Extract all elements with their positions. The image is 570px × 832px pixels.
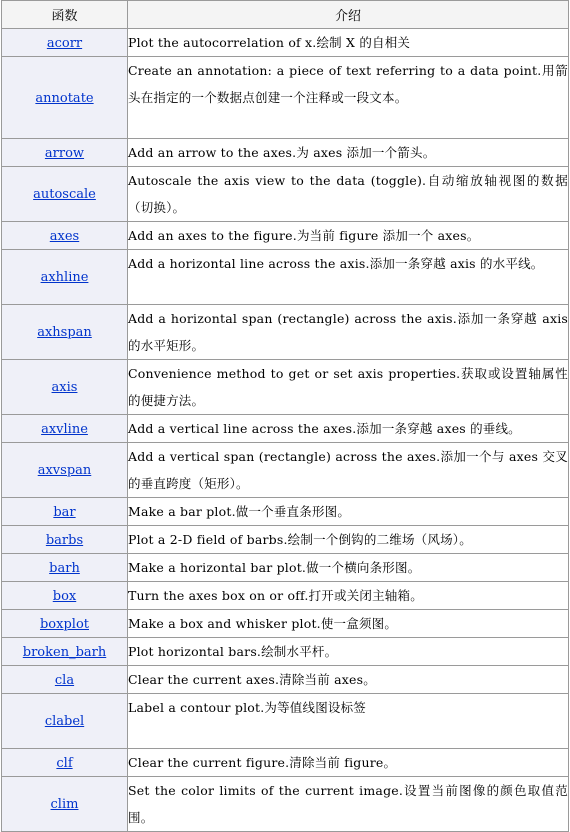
header-description: 介绍 — [128, 1, 569, 29]
table-row — [2, 167, 569, 222]
table-row — [2, 29, 569, 57]
function-link[interactable]: broken_barh — [22, 644, 107, 660]
function-description-cell — [128, 443, 569, 498]
description-english: Clear the current figure. — [128, 755, 290, 770]
function-description-cell — [128, 749, 569, 777]
function-description-cell — [128, 666, 569, 694]
description-english: Add a horizontal span (rectangle) across the axis. — [128, 311, 457, 326]
table-row — [2, 498, 569, 526]
description-chinese: 绘制水平杆。 — [261, 644, 338, 659]
function-link[interactable]: autoscale — [33, 187, 96, 202]
table-row — [2, 526, 569, 554]
table-row — [2, 777, 569, 832]
function-link[interactable]: barbs — [45, 532, 84, 548]
description-english: Make a box and whisker plot. — [128, 616, 321, 631]
description-chinese: 清除当前 axes。 — [279, 672, 376, 687]
description-english: Plot the autocorrelation of x. — [128, 35, 317, 50]
function-name-cell — [2, 139, 128, 167]
function-link[interactable]: barh — [49, 560, 80, 576]
description-chinese: 做一个垂直条形图。 — [235, 504, 351, 519]
function-description-cell — [128, 222, 569, 250]
function-link[interactable]: axvline — [41, 421, 88, 437]
function-description-cell — [128, 638, 569, 666]
function-name-cell — [2, 582, 128, 610]
function-name-cell — [2, 638, 128, 666]
description-chinese: 做一个横向条形图。 — [306, 560, 421, 575]
function-description-cell — [128, 554, 569, 582]
function-link[interactable]: axhspan — [37, 325, 92, 340]
function-link[interactable]: axis — [51, 380, 78, 395]
description-chinese: 清除当前 figure。 — [289, 755, 397, 770]
function-description-cell — [128, 777, 569, 832]
function-description-cell — [128, 29, 569, 57]
function-name-cell — [2, 777, 128, 832]
table-row — [2, 443, 569, 498]
function-link[interactable]: clabel — [44, 714, 85, 729]
table-row — [2, 305, 569, 360]
description-english: Add a vertical line across the axes. — [128, 421, 357, 436]
function-link[interactable]: box — [52, 588, 77, 604]
function-description-cell — [128, 305, 569, 360]
function-link[interactable]: clim — [50, 797, 79, 812]
description-chinese: 获取或设置轴属性的便捷方法。 — [128, 366, 568, 408]
description-english: Plot horizontal bars. — [128, 644, 262, 659]
function-name-cell — [2, 666, 128, 694]
function-name-cell — [2, 694, 128, 749]
description-chinese: 绘制 X 的自相关 — [316, 35, 411, 50]
function-name-cell — [2, 250, 128, 305]
description-english: Convenience method to get or set axis properties. — [128, 366, 461, 381]
description-chinese: 使一盒须图。 — [320, 616, 398, 631]
function-name-cell — [2, 443, 128, 498]
function-description-cell — [128, 415, 569, 443]
function-description-cell — [128, 139, 569, 167]
table-row — [2, 582, 569, 610]
function-link[interactable]: clf — [56, 755, 73, 771]
description-english: Plot a 2-D field of barbs. — [128, 532, 288, 547]
function-link[interactable]: axhline — [40, 270, 89, 285]
function-description-cell — [128, 360, 569, 415]
description-english: Set the color limits of the current image. — [128, 783, 404, 798]
function-link[interactable]: bar — [53, 504, 76, 520]
table-row — [2, 610, 569, 638]
table-header-row — [2, 1, 569, 29]
function-name-cell — [2, 360, 128, 415]
description-chinese: 为等值线图设标签 — [264, 700, 367, 715]
description-english: Turn the axes box on or off. — [128, 588, 309, 603]
table-row — [2, 57, 569, 139]
description-chinese: 设置当前图像的颜色取值范围。 — [128, 783, 568, 825]
table-row — [2, 694, 569, 749]
function-description-cell — [128, 526, 569, 554]
function-link[interactable]: axes — [49, 228, 80, 244]
table-row — [2, 360, 569, 415]
function-description-cell — [128, 582, 569, 610]
description-chinese: 自动缩放轴视图的数据（切换）。 — [128, 173, 568, 215]
function-name-cell — [2, 222, 128, 250]
function-name-cell — [2, 415, 128, 443]
function-name-cell — [2, 305, 128, 360]
function-link[interactable]: cla — [54, 672, 75, 688]
function-description-cell — [128, 167, 569, 222]
function-name-cell — [2, 554, 128, 582]
description-chinese: 绘制一个倒钩的二维场（风场）。 — [287, 532, 472, 547]
function-link[interactable]: boxplot — [39, 616, 89, 632]
description-chinese: 添加一条穿越 axes 的垂线。 — [356, 421, 521, 436]
function-name-cell — [2, 167, 128, 222]
function-name-cell — [2, 57, 128, 139]
function-name-cell — [2, 498, 128, 526]
description-chinese: 为 axes 添加一个箭头。 — [296, 145, 436, 160]
description-english: Add an axes to the figure. — [128, 228, 297, 243]
function-description-cell — [128, 250, 569, 305]
function-name-cell — [2, 29, 128, 57]
description-english: Create an annotation: a piece of text referring to a data point. — [128, 63, 542, 78]
table-row — [2, 222, 569, 250]
description-english: Add a vertical span (rectangle) across the axes. — [128, 449, 441, 464]
function-link[interactable]: arrow — [44, 145, 85, 161]
table-body — [2, 29, 569, 832]
table-row — [2, 415, 569, 443]
table-row — [2, 250, 569, 305]
description-chinese: 添加一个与 axes 交叉的垂直跨度（矩形）。 — [128, 449, 568, 491]
function-name-cell — [2, 610, 128, 638]
function-link[interactable]: acorr — [46, 35, 83, 51]
function-link[interactable]: annotate — [35, 90, 94, 106]
description-chinese: 用箭头在指定的一个数据点创建一个注释或一段文本。 — [128, 63, 568, 105]
function-name-cell — [2, 526, 128, 554]
table-row — [2, 638, 569, 666]
function-name-cell — [2, 749, 128, 777]
function-description-cell — [128, 57, 569, 139]
description-chinese: 为当前 figure 添加一个 axes。 — [296, 228, 480, 243]
table-row — [2, 749, 569, 777]
table-row — [2, 139, 569, 167]
header-function: 函数 — [2, 1, 128, 29]
description-chinese: 打开或关闭主轴箱。 — [308, 588, 423, 603]
function-description-cell — [128, 694, 569, 749]
description-chinese: 添加一条穿越 axis 的水平矩形。 — [128, 311, 569, 353]
description-english: Make a horizontal bar plot. — [128, 560, 307, 575]
description-english: Label a contour plot. — [128, 700, 265, 715]
description-english: Clear the current axes. — [128, 672, 280, 687]
description-english: Autoscale the axis view to the data (toggle). — [128, 173, 427, 188]
table-row — [2, 554, 569, 582]
description-english: Add a horizontal line across the axis. — [128, 256, 370, 271]
table-row — [2, 666, 569, 694]
description-chinese: 添加一条穿越 axis 的水平线。 — [369, 256, 544, 271]
description-english: Add an arrow to the axes. — [128, 145, 297, 160]
function-link[interactable]: axvspan — [37, 463, 92, 478]
description-english: Make a bar plot. — [128, 504, 236, 519]
function-description-cell — [128, 498, 569, 526]
function-reference-table — [1, 0, 569, 832]
function-description-cell — [128, 610, 569, 638]
